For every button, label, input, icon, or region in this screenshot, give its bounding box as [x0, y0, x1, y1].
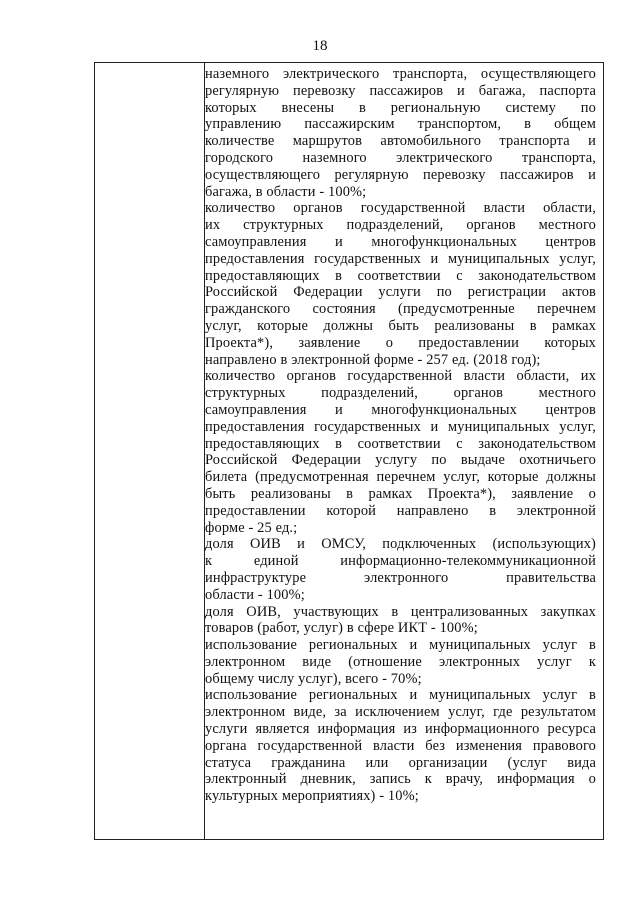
page-number: 18 — [312, 38, 328, 54]
text-paragraph — [205, 66, 596, 200]
text-paragraph — [205, 368, 596, 536]
text-paragraph — [205, 536, 596, 603]
text-line: культурных мероприятиях) - 10%; — [205, 788, 419, 805]
text-line: регулярную перевозку пассажиров и багажа, паспорта — [205, 82, 596, 99]
text-paragraph — [205, 637, 596, 687]
text-line: органа государственной власти без изменения правового — [205, 737, 596, 754]
text-line: Проекта*), заявление о предоставлении которых — [205, 334, 596, 351]
text-line: инфраструктуре электронного правительства — [205, 569, 596, 586]
text-line: предоставления государственных и муниципальных услуг, — [205, 250, 596, 267]
text-line: к единой информационно-телекоммуникационной — [205, 553, 596, 570]
text-line: товаров (работ, услуг) в сфере ИКТ - 100%; — [205, 620, 478, 637]
text-line: статуса гражданина или организации (услуг вида — [205, 754, 596, 771]
text-paragraph — [205, 200, 596, 368]
text-line: количестве маршрутов автомобильного транспорта и — [205, 133, 596, 150]
document-table — [94, 62, 604, 840]
text-line: осуществляющего регулярную перевозку пассажиров и — [205, 166, 596, 183]
text-line: Российской Федерации услугу по выдаче охотничьего — [205, 452, 596, 469]
text-line: электронном виде (отношение электронных услуг к — [205, 653, 596, 670]
text-line: электронный дневник, запись к врачу, информация о — [205, 771, 596, 788]
text-line: количество органов государственной власти области, — [205, 200, 596, 217]
text-line: наземного электрического транспорта, осуществляющего — [205, 66, 596, 82]
text-line: багажа, в области - 100%; — [205, 183, 367, 200]
text-line: быть реализованы в рамках Проекта*), заявление о — [205, 485, 596, 502]
text-line: управлению пассажирским транспортом, в общем — [205, 116, 596, 133]
text-line: которых внесены в региональную систему по — [205, 99, 596, 116]
text-line: электронном виде, за исключением услуг, где результатом — [205, 704, 596, 721]
text-line: самоуправления и многофункциональных центров — [205, 401, 596, 418]
text-line: доля ОИВ и ОМСУ, подключенных (использующих) — [205, 536, 596, 553]
text-line: самоуправления и многофункциональных центров — [205, 233, 596, 250]
text-line: билета (предусмотренная перечнем услуг, которые должны — [205, 469, 596, 486]
text-line: предоставления государственных и муниципальных услуг, — [205, 418, 596, 435]
text-line: области - 100%; — [205, 586, 305, 603]
text-line: услуги является информация из информационного ресурса — [205, 721, 596, 738]
text-line: предоставлении которой направлено в электронной — [205, 502, 596, 519]
text-line: структурных подразделений, органов местного — [205, 385, 596, 402]
text-paragraph — [205, 687, 596, 805]
text-line: использование региональных и муниципальных услуг в — [205, 637, 596, 654]
text-line: городского наземного электрического транспорта, — [205, 149, 596, 166]
text-line: предоставляющих в соответствии с законодательством — [205, 435, 596, 452]
text-line: гражданского состояния (предусмотренные перечнем — [205, 301, 596, 318]
text-line: направлено в электронной форме - 257 ед. (2018 год); — [205, 351, 541, 368]
text-line: использование региональных и муниципальных услуг в — [205, 687, 596, 704]
table-right-column — [205, 66, 596, 839]
text-line: предоставляющих в соответствии с законодательством — [205, 267, 596, 284]
text-line: общему числу услуг), всего - 70%; — [205, 670, 422, 687]
text-line: их структурных подразделений, органов местного — [205, 217, 596, 234]
table-left-column — [95, 63, 205, 839]
text-line: доля ОИВ, участвующих в централизованных закупках — [205, 603, 596, 620]
text-paragraph — [205, 604, 596, 638]
text-line: услуг, которые должны быть реализованы в рамках — [205, 317, 596, 334]
text-line: Российской Федерации услуги по регистрации актов — [205, 284, 596, 301]
text-line: форме - 25 ед.; — [205, 519, 298, 536]
text-line: количество органов государственной власти области, их — [205, 368, 596, 385]
